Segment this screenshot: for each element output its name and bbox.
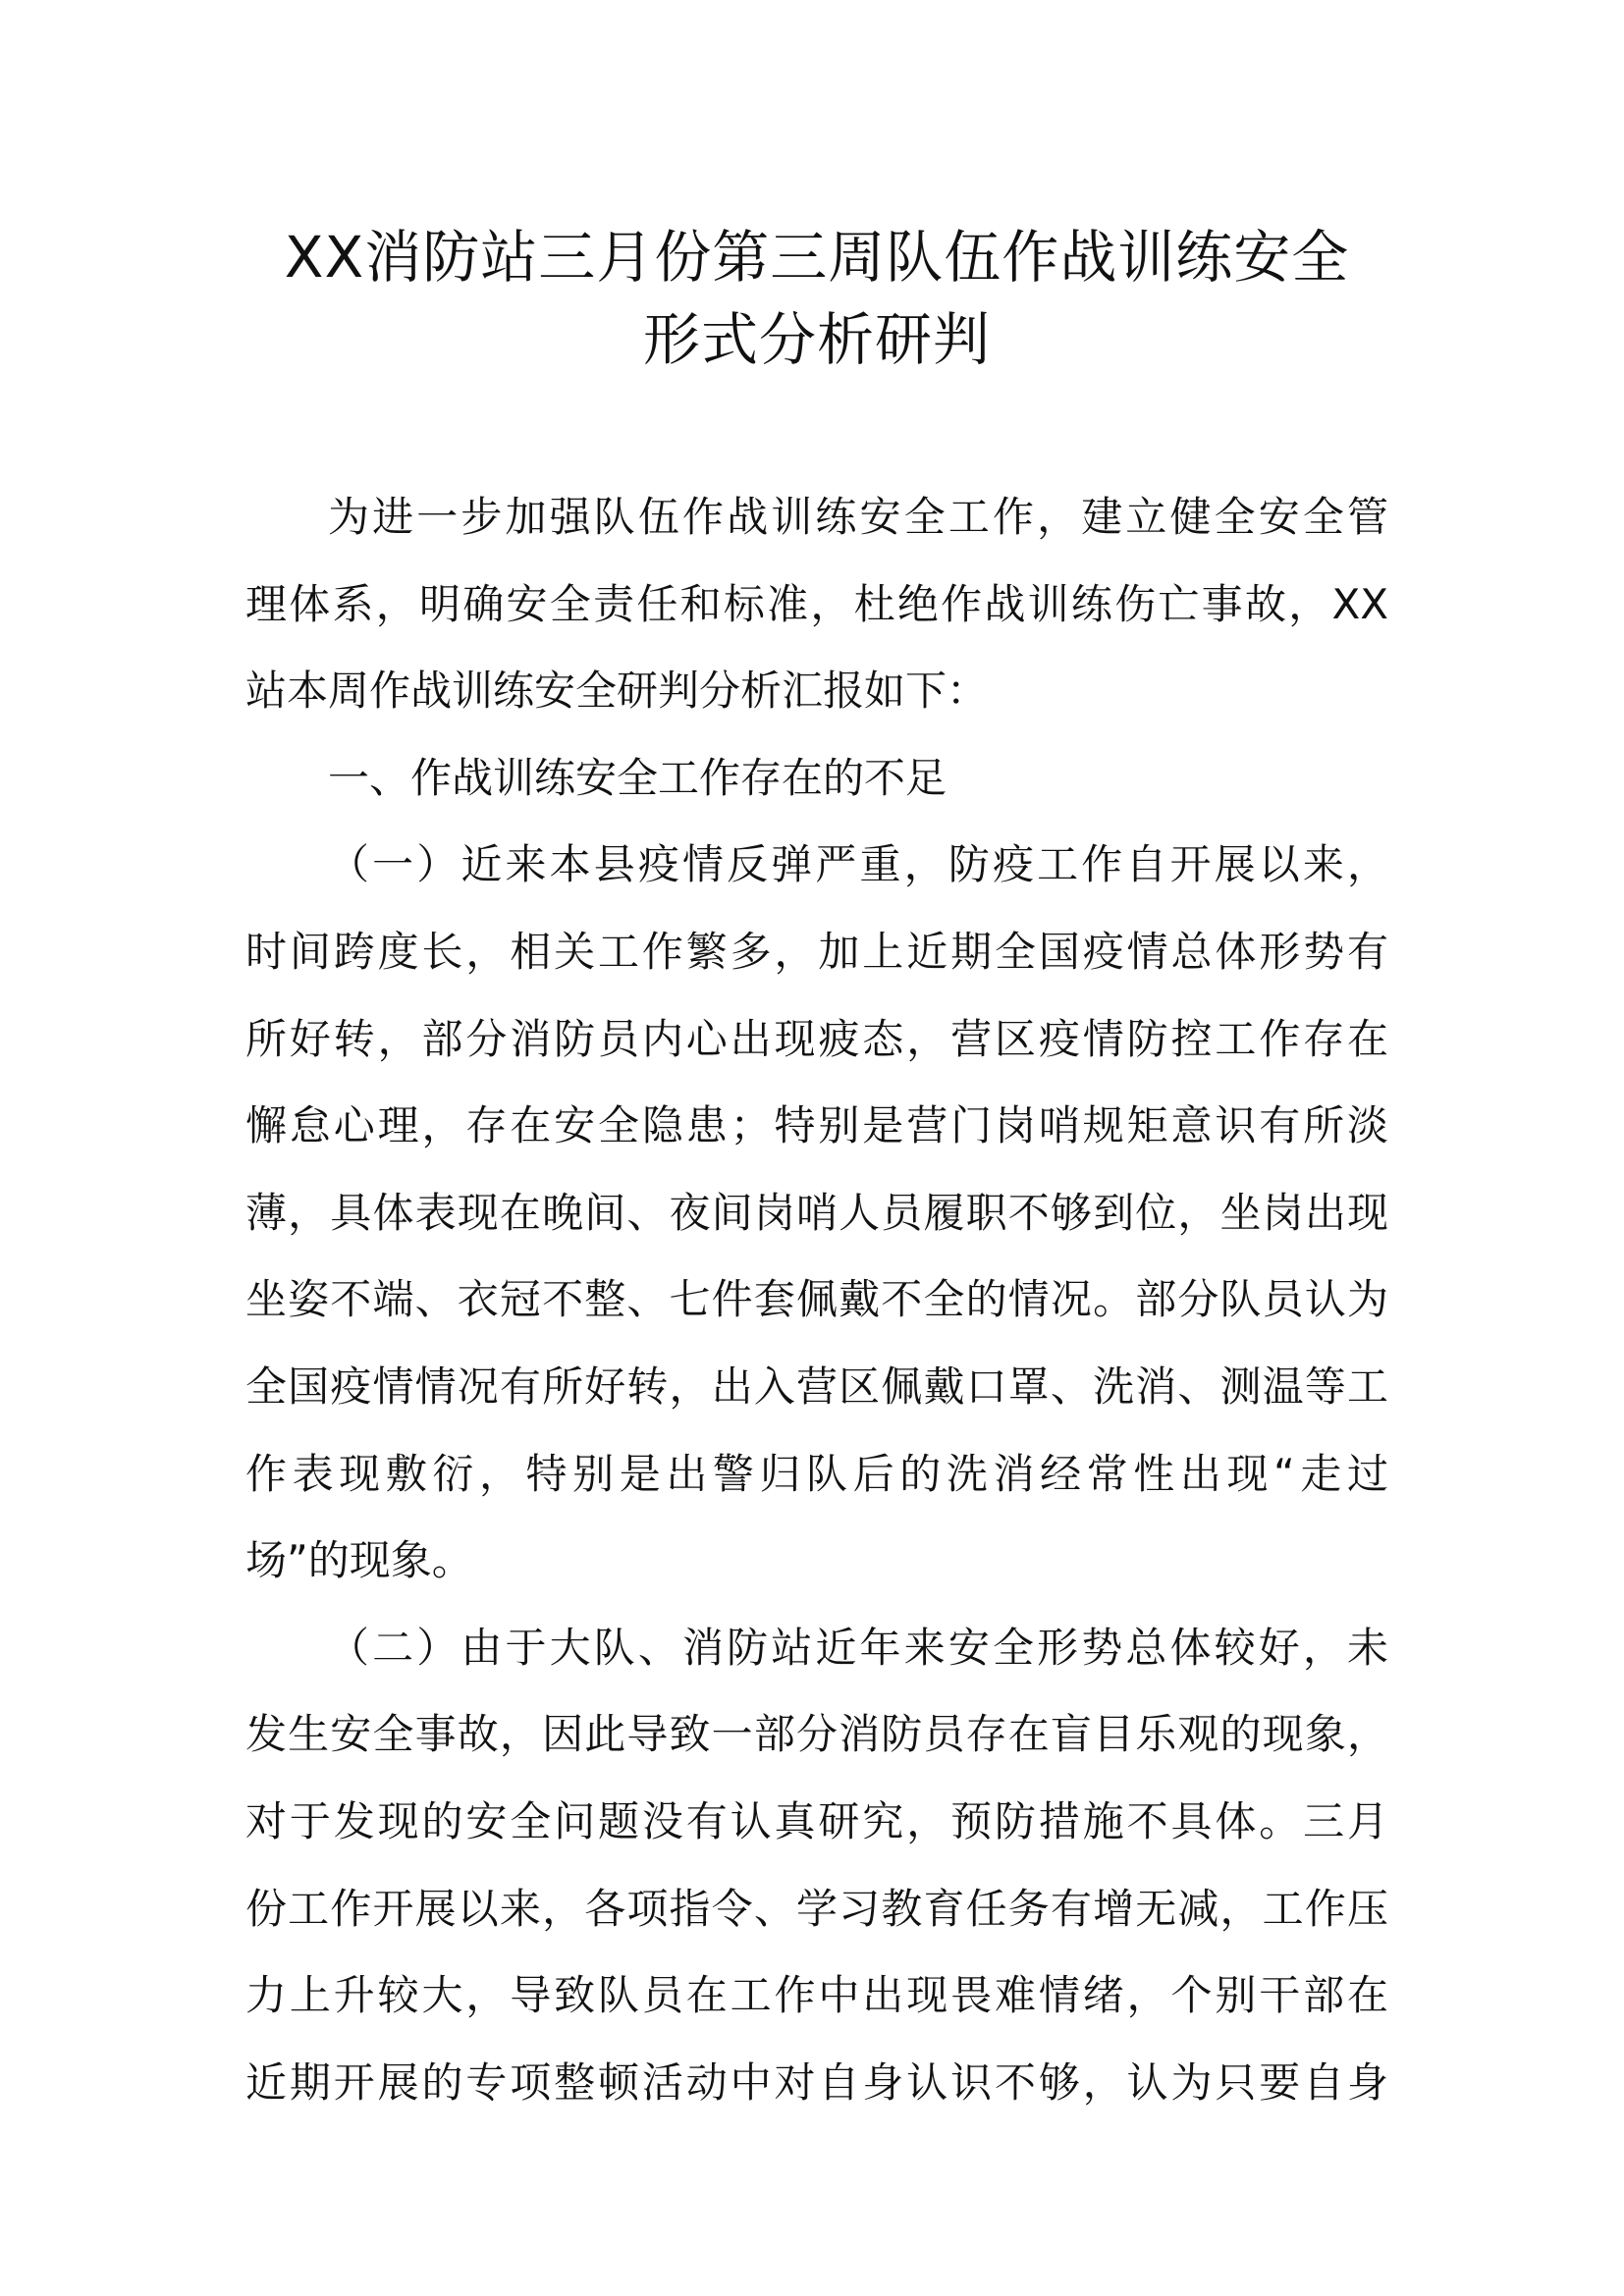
title-line-2: 形式分析研判: [642, 306, 991, 373]
text-line: 所好转，部分消防员内心出现疲态，营区疫情防控工作存在: [245, 1014, 1388, 1063]
text-line: （一）近来本县疫情反弹严重，防疫工作自开展以来，: [328, 840, 1388, 889]
text-line: 发生安全事故，因此导致一部分消防员存在盲目乐观的现象，: [245, 1710, 1388, 1759]
paragraph-intro: [245, 474, 1388, 735]
text-line: 站本周作战训练安全研判分析汇报如下：: [245, 667, 989, 716]
section-heading-text: 一、作战训练安全工作存在的不足: [328, 753, 947, 802]
text-line: 理体系，明确安全责任和标准，杜绝作战训练伤亡事故，XX: [245, 579, 1388, 628]
text-line: 懈怠心理，存在安全隐患；特别是营门岗哨规矩意识有所淡: [245, 1101, 1388, 1150]
text-line: 场”的现象。: [245, 1536, 473, 1585]
text-line: 力上升较大，导致队员在工作中出现畏难情绪，个别干部在: [245, 1971, 1388, 2020]
document-title: [245, 216, 1388, 381]
text-line: 对于发现的安全问题没有认真研究，预防措施不具体。三月: [245, 1796, 1388, 1845]
text-line: 时间跨度长，相关工作繁多，加上近期全国疫情总体形势有: [245, 927, 1388, 976]
text-line: 坐姿不端、衣冠不整、七件套佩戴不全的情况。部分队员认为: [245, 1275, 1388, 1324]
paragraph-item-1: [245, 822, 1388, 1604]
text-line: 份工作开展以来，各项指令、学习教育任务有增无减，工作压: [245, 1884, 1388, 1933]
text-line: 作表现敷衍，特别是出警归队后的洗消经常性出现“走过: [245, 1449, 1388, 1498]
text-line: 近期开展的专项整顿活动中对自身认识不够，认为只要自身: [245, 2057, 1388, 2107]
text-line: （二）由于大队、消防站近年来安全形势总体较好，未: [328, 1623, 1388, 1672]
text-line: 为进一步加强队伍作战训练安全工作，建立健全安全管: [328, 493, 1388, 541]
paragraph-item-2: [245, 1605, 1388, 2127]
text-line: 薄，具体表现在晚间、夜间岗哨人员履职不够到位，坐岗出现: [245, 1188, 1388, 1237]
title-line-1: XX消防站三月份第三周队伍作战训练安全: [284, 224, 1350, 291]
section-heading: [245, 735, 1388, 823]
text-line: 全国疫情情况有所好转，出入营区佩戴口罩、洗消、测温等工: [245, 1362, 1388, 1411]
document-body: [245, 474, 1388, 2126]
